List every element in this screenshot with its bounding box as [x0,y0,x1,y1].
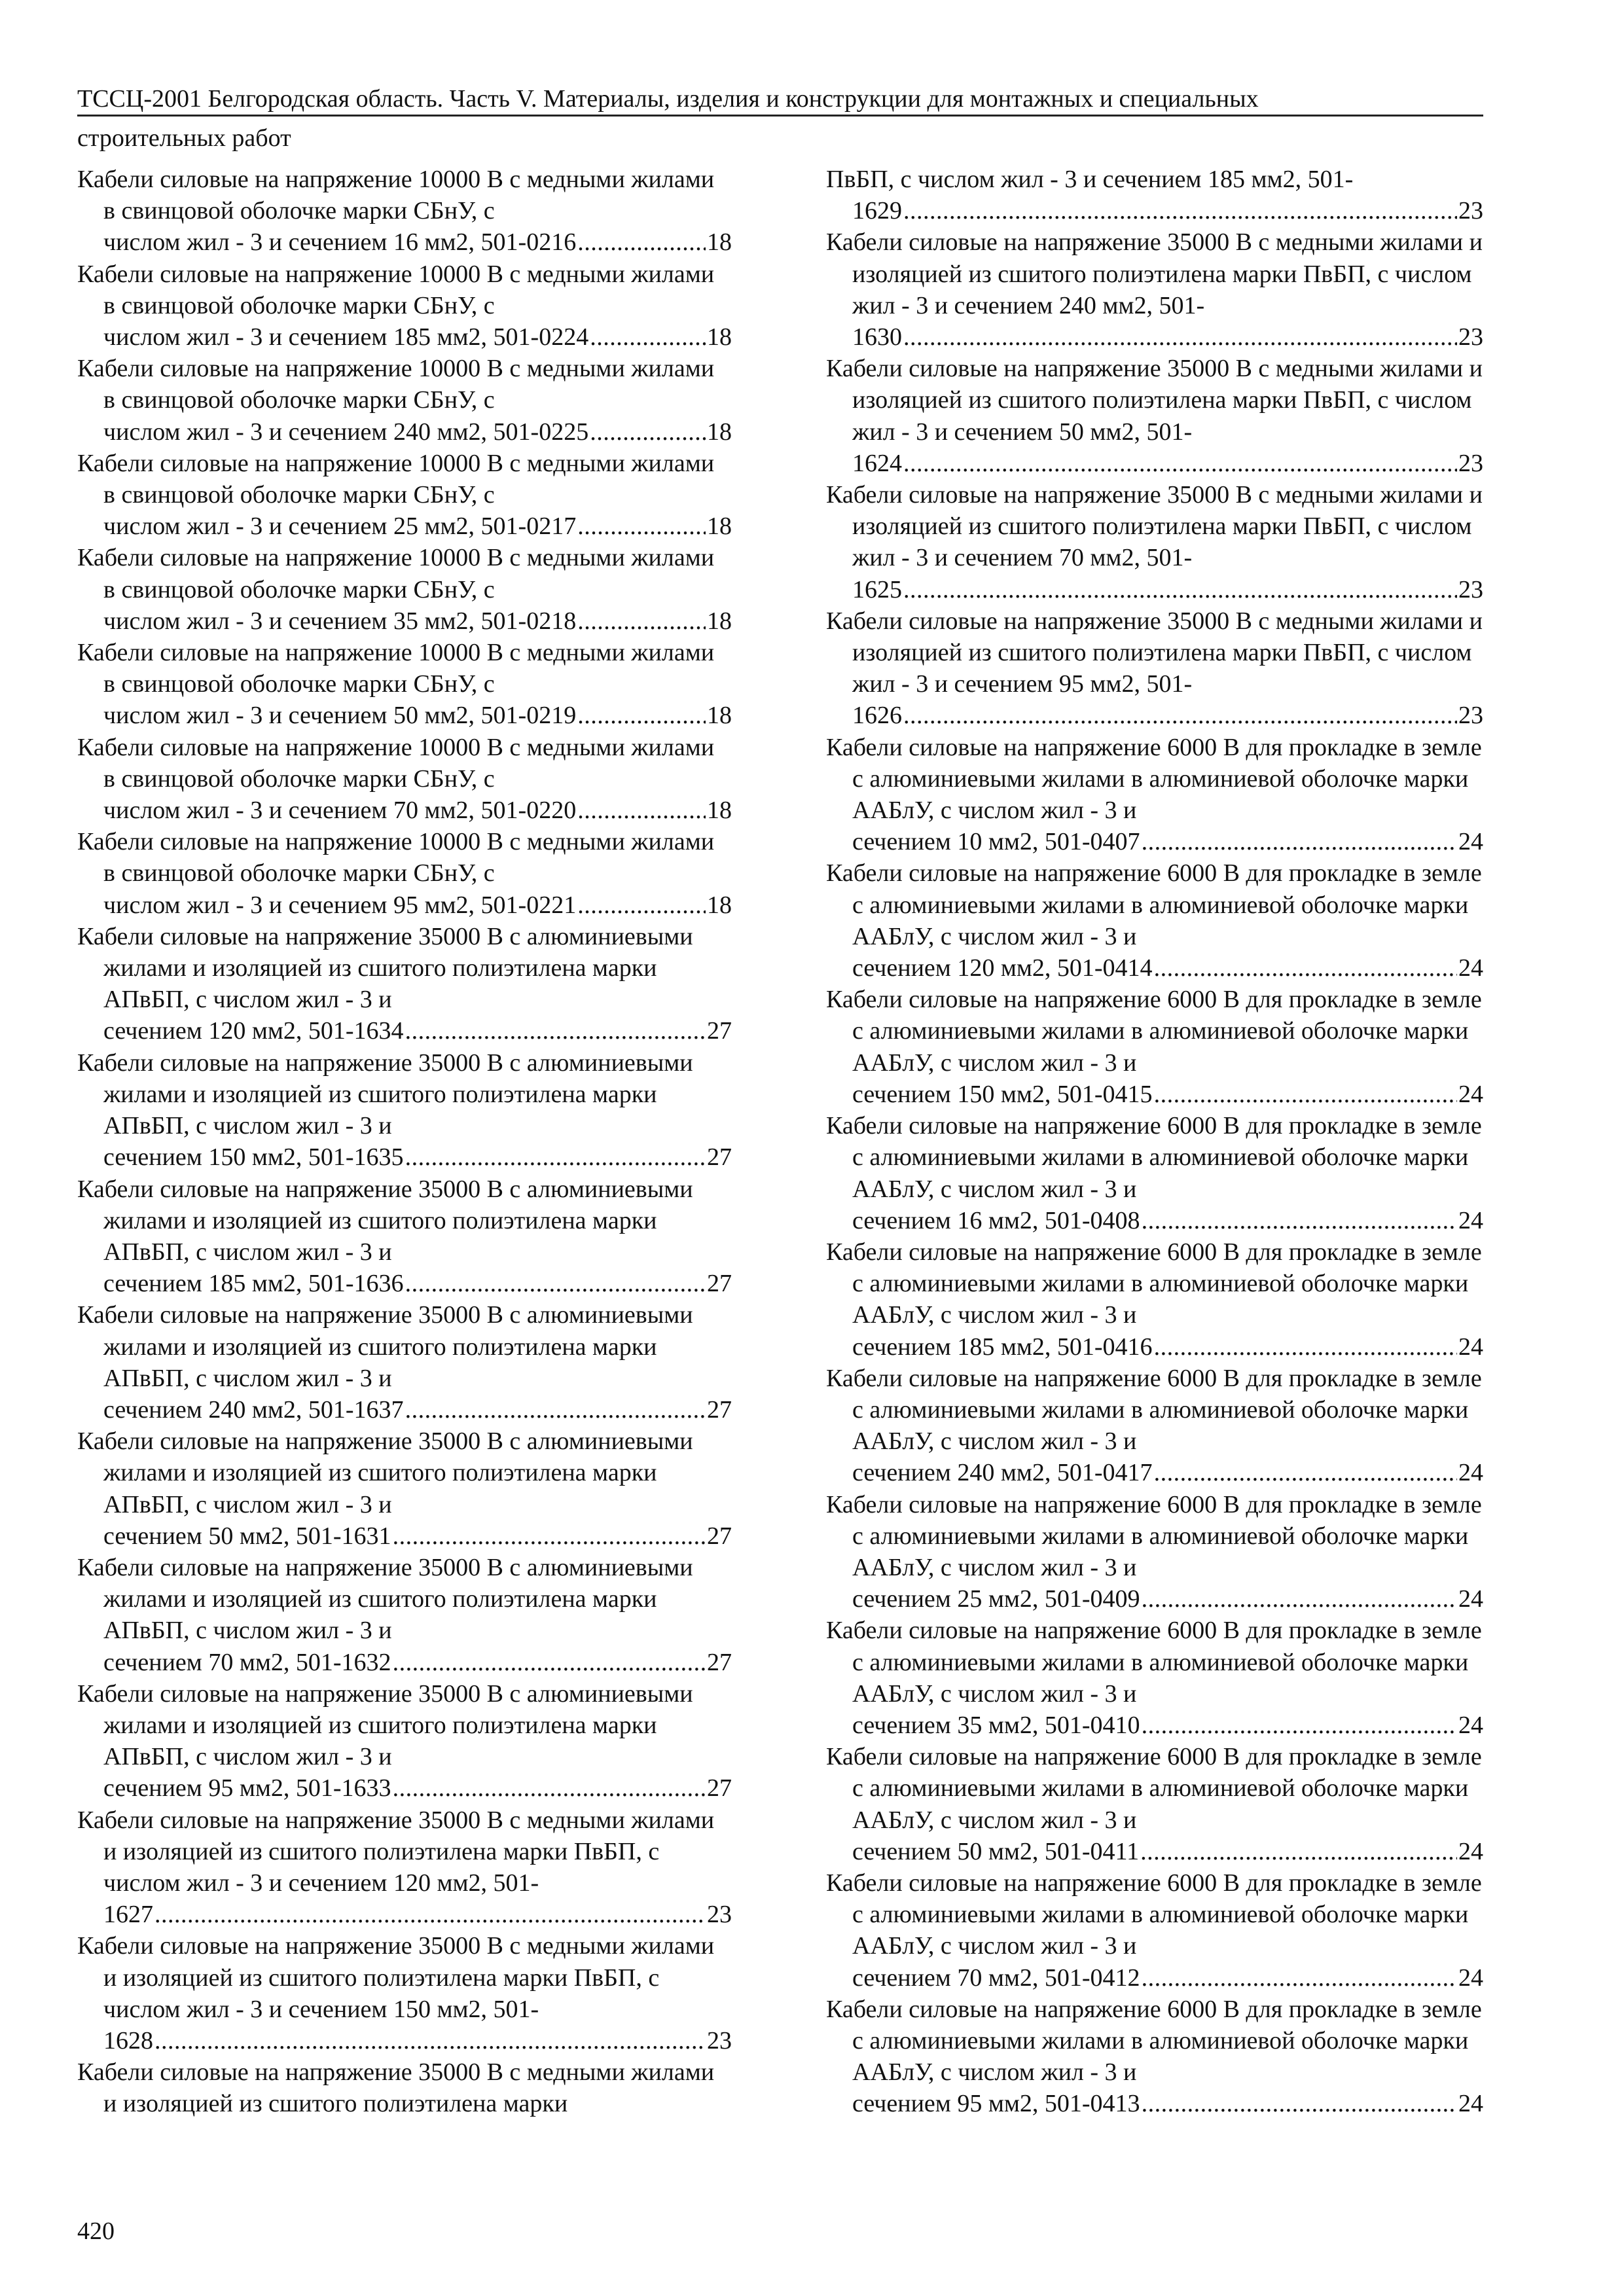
entry-page-number: 24 [1458,1333,1483,1361]
entry-tail: сечением 120 мм2, 501-0414 [852,954,1153,982]
dot-leader [1154,1079,1457,1110]
index-entry-continuation [826,164,1483,226]
entry-page-number: 24 [1458,2090,1483,2118]
entry-tail: сечением 95 мм2, 501-0413 [852,2090,1140,2118]
entry-text: Кабели силовые на напряжение 6000 В для прокладке в земле с алюминиевыми жилами в алюминиевой оболочке марки ААБлУ, с числом жил - 3 и [826,1995,1482,2087]
dot-leader [590,416,706,448]
index-entry [826,1363,1483,1489]
dot-leader [1142,1710,1457,1741]
entry-page-number: 27 [707,1774,732,1803]
dot-leader [1154,952,1457,984]
entry-page-number: 24 [1458,1837,1483,1865]
entry-text: Кабели силовые на напряжение 35000 В с медными жилами и изоляцией из сшитого полиэтилена марки ПвБП, с числом жил - 3 и сечением 150 мм2, 501- [77,1932,715,2023]
entry-page-number: 18 [707,797,732,825]
entry-tail: сечением 25 мм2, 501-0409 [852,1585,1140,1613]
dot-leader [154,1899,706,1930]
entry-tail: сечением 16 мм2, 501-0408 [852,1206,1140,1234]
header-title-line1: ТССЦ-2001 Белгородская область. Часть V. Материалы, изделия и конструкции для монтажных и специальных [77,85,1259,113]
index-entry [826,1994,1483,2120]
index-column-left [77,164,732,2120]
entry-page-number: 23 [1458,323,1483,351]
dot-leader [405,1141,706,1173]
dot-leader [577,226,706,258]
entry-page-number: 18 [707,891,732,919]
entry-tail: сечением 95 мм2, 501-1633 [103,1774,391,1803]
entry-page-number: 27 [707,1143,732,1172]
entry-tail: 1625 [852,575,902,603]
entry-text: Кабели силовые на напряжение 10000 В с медными жилами в свинцовой оболочке марки СБнУ, с [77,260,715,319]
dot-leader [1140,1836,1457,1867]
entry-page-number: 27 [707,1522,732,1550]
entry-page-number: 23 [1458,449,1483,477]
entry-text: Кабели силовые на напряжение 10000 В с медными жилами в свинцовой оболочке марки СБнУ, с [77,544,715,603]
entry-text: Кабели силовые на напряжение 35000 В с медными жилами и изоляцией из сшитого полиэтилена марки ПвБП, с числом жил - 3 и сечением 50 мм2, 501- [826,355,1483,446]
dot-leader [577,889,706,921]
index-entry [77,1678,732,1804]
index-entry [826,1236,1483,1363]
entry-page-number: 23 [1458,575,1483,603]
entry-tail: 1628 [103,2026,153,2054]
header-title-line2: строительных работ [77,124,291,152]
entry-text: Кабели силовые на напряжение 35000 В с медными жилами и изоляцией из сшитого полиэтилена марки [77,2058,715,2118]
entry-tail: числом жил - 3 и сечением 185 мм2, 501-0224 [103,323,589,351]
dot-leader [1142,1962,1457,1994]
index-entry [77,637,732,732]
dot-leader [1142,2088,1457,2119]
index-entry [77,2056,732,2119]
entry-page-number: 27 [707,1395,732,1424]
entry-text: Кабели силовые на напряжение 10000 В с медными жилами в свинцовой оболочке марки СБнУ, с [77,733,715,793]
index-column-right [826,164,1483,2120]
entry-tail: сечением 70 мм2, 501-1632 [103,1648,391,1676]
dot-leader [577,511,706,542]
entry-page-number: 24 [1458,954,1483,982]
entry-tail: сечением 70 мм2, 501-0412 [852,1964,1140,1992]
entry-text: ПвБП, с числом жил - 3 и сечением 185 мм2, 501- [826,166,1354,193]
entry-tail: числом жил - 3 и сечением 25 мм2, 501-0217 [103,512,577,541]
dot-leader [393,1647,706,1678]
entry-text: Кабели силовые на напряжение 10000 В с медными жилами в свинцовой оболочке марки СБнУ, с [77,449,715,509]
entry-tail: числом жил - 3 и сечением 95 мм2, 501-0221 [103,891,577,919]
dot-leader [1142,1583,1457,1615]
running-header [77,83,1483,152]
index-entry [77,732,732,827]
index-entry [826,1110,1483,1236]
entry-tail: сечением 150 мм2, 501-0415 [852,1080,1153,1108]
index-entry [77,164,732,259]
dot-leader [903,700,1457,731]
entry-text: Кабели силовые на напряжение 6000 В для прокладке в земле с алюминиевыми жилами в алюминиевой оболочке марки ААБлУ, с числом жил - 3 и [826,1869,1482,1960]
index-entry [77,921,732,1047]
entry-page-number: 18 [707,512,732,541]
entry-text: Кабели силовые на напряжение 35000 В с алюминиевыми жилами и изоляцией из сшитого полиэтилена марки АПвБП, с числом жил - 3 и [77,1301,693,1392]
index-entry [77,448,732,543]
index-entry [826,1741,1483,1867]
entry-page-number: 24 [1458,1964,1483,1992]
entry-tail: сечением 50 мм2, 501-0411 [852,1837,1140,1865]
index-entry [826,857,1483,984]
index-entry [77,1174,732,1300]
dot-leader [577,795,706,826]
entry-text: Кабели силовые на напряжение 6000 В для прокладке в земле с алюминиевыми жилами в алюминиевой оболочке марки ААБлУ, с числом жил - 3 и [826,1238,1482,1329]
entry-page-number: 27 [707,1270,732,1298]
dot-leader [903,321,1457,353]
index-entry [77,1299,732,1426]
entry-tail: 1626 [852,702,902,730]
index-entry [826,226,1483,353]
entry-text: Кабели силовые на напряжение 10000 В с медными жилами в свинцовой оболочке марки СБнУ, с [77,355,715,414]
dot-leader [405,1015,706,1047]
dot-leader [903,574,1457,605]
index-entry [77,542,732,637]
entry-page-number: 24 [1458,1459,1483,1487]
index-entry [826,353,1483,479]
index-entry [77,1047,732,1174]
dot-leader [1142,826,1457,857]
entry-tail: 1627 [103,1901,153,1929]
dot-leader [1154,1457,1457,1488]
dot-leader [393,1520,706,1552]
index-entry [826,605,1483,732]
entry-text: Кабели силовые на напряжение 35000 В с алюминиевыми жилами и изоляцией из сшитого полиэтилена марки АПвБП, с числом жил - 3 и [77,1553,693,1645]
entry-text: Кабели силовые на напряжение 6000 В для прокладке в земле с алюминиевыми жилами в алюминиевой оболочке марки ААБлУ, с числом жил - 3 и [826,1112,1482,1203]
entry-text: Кабели силовые на напряжение 35000 В с медными жилами и изоляцией из сшитого полиэтилена марки ПвБП, с числом жил - 3 и сечением 95 мм2, 501- [826,607,1483,698]
entry-tail: сечением 185 мм2, 501-1636 [103,1270,404,1298]
entry-page-number: 18 [707,323,732,351]
dot-leader [405,1394,706,1426]
entry-page-number: 18 [707,702,732,730]
entry-text: Кабели силовые на напряжение 35000 В с медными жилами и изоляцией из сшитого полиэтилена марки ПвБП, с числом жил - 3 и сечением 120 мм2, 501- [77,1806,715,1897]
dot-leader [577,700,706,731]
dot-leader [577,605,706,637]
dot-leader [154,2025,706,2056]
entry-page-number: 18 [707,418,732,446]
entry-text: Кабели силовые на напряжение 10000 В с медными жилами в свинцовой оболочке марки СБнУ, с [77,639,715,698]
entry-tail: 1629 [852,197,902,225]
entry-tail: сечением 35 мм2, 501-0410 [852,1711,1140,1739]
entry-text: Кабели силовые на напряжение 10000 В с медными жилами в свинцовой оболочке марки СБнУ, с [77,828,715,888]
entry-tail: числом жил - 3 и сечением 50 мм2, 501-0219 [103,702,577,730]
entry-page-number: 27 [707,1648,732,1676]
entry-text: Кабели силовые на напряжение 35000 В с алюминиевыми жилами и изоляцией из сшитого полиэтилена марки АПвБП, с числом жил - 3 и [77,1427,693,1518]
entry-text: Кабели силовые на напряжение 35000 В с алюминиевыми жилами и изоляцией из сшитого полиэтилена марки АПвБП, с числом жил - 3 и [77,1175,693,1266]
entry-tail: 1630 [852,323,902,351]
entry-text: Кабели силовые на напряжение 35000 В с медными жилами и изоляцией из сшитого полиэтилена марки ПвБП, с числом жил - 3 и сечением 240 мм2, 501- [826,228,1483,319]
entry-tail: сечением 150 мм2, 501-1635 [103,1143,404,1172]
index-entry [826,479,1483,605]
entry-tail: сечением 120 мм2, 501-1634 [103,1017,404,1045]
entry-text: Кабели силовые на напряжение 35000 В с алюминиевыми жилами и изоляцией из сшитого полиэтилена марки АПвБП, с числом жил - 3 и [77,1049,693,1140]
dot-leader [1142,1205,1457,1236]
index-entry [826,732,1483,858]
entry-text: Кабели силовые на напряжение 6000 В для прокладке в земле с алюминиевыми жилами в алюминиевой оболочке марки ААБлУ, с числом жил - 3 и [826,859,1482,950]
entry-page-number: 18 [707,228,732,257]
entry-text: Кабели силовые на напряжение 10000 В с медными жилами в свинцовой оболочке марки СБнУ, с [77,166,715,225]
entry-page-number: 24 [1458,828,1483,856]
page-number: 420 [77,2217,115,2245]
entry-page-number: 24 [1458,1080,1483,1108]
entry-tail: сечением 10 мм2, 501-0407 [852,828,1140,856]
entry-tail: числом жил - 3 и сечением 70 мм2, 501-0220 [103,797,577,825]
index-entry [77,1552,732,1678]
entry-tail: сечением 240 мм2, 501-0417 [852,1459,1153,1487]
entry-text: Кабели силовые на напряжение 6000 В для прокладке в земле с алюминиевыми жилами в алюминиевой оболочке марки ААБлУ, с числом жил - 3 и [826,1490,1482,1581]
entry-tail: числом жил - 3 и сечением 16 мм2, 501-0216 [103,228,577,257]
entry-text: Кабели силовые на напряжение 6000 В для прокладке в земле с алюминиевыми жилами в алюминиевой оболочке марки ААБлУ, с числом жил - 3 и [826,1743,1482,1834]
entry-page-number: 27 [707,1017,732,1045]
entry-text: Кабели силовые на напряжение 35000 В с алюминиевыми жилами и изоляцией из сшитого полиэтилена марки АПвБП, с числом жил - 3 и [77,922,693,1014]
index-entry [826,1867,1483,1994]
entry-page-number: 24 [1458,1585,1483,1613]
entry-text: Кабели силовые на напряжение 6000 В для прокладке в земле с алюминиевыми жилами в алюминиевой оболочке марки ААБлУ, с числом жил - 3 и [826,1364,1482,1456]
entry-text: Кабели силовые на напряжение 6000 В для прокладке в земле с алюминиевыми жилами в алюминиевой оболочке марки ААБлУ, с числом жил - 3 и [826,733,1482,825]
entry-text: Кабели силовые на напряжение 6000 В для прокладке в земле с алюминиевыми жилами в алюминиевой оболочке марки ААБлУ, с числом жил - 3 и [826,986,1482,1077]
entry-tail: числом жил - 3 и сечением 35 мм2, 501-0218 [103,607,577,635]
entry-text: Кабели силовые на напряжение 35000 В с медными жилами и изоляцией из сшитого полиэтилена марки ПвБП, с числом жил - 3 и сечением 70 мм2, 501- [826,481,1483,572]
entry-page-number: 23 [1458,702,1483,730]
index-entry [77,1804,732,1931]
index-entry [77,353,732,448]
entry-tail: сечением 185 мм2, 501-0416 [852,1333,1153,1361]
index-entry [77,259,732,353]
entry-page-number: 24 [1458,1206,1483,1234]
entry-page-number: 23 [1458,197,1483,225]
index-entry [77,1930,732,2056]
index-entry [826,1489,1483,1615]
index-entry [826,1615,1483,1741]
entry-tail: 1624 [852,449,902,477]
entry-page-number: 24 [1458,1711,1483,1739]
entry-tail: сечением 50 мм2, 501-1631 [103,1522,391,1550]
entry-page-number: 18 [707,607,732,635]
entry-tail: числом жил - 3 и сечением 240 мм2, 501-0225 [103,418,589,446]
dot-leader [903,195,1457,226]
dot-leader [903,448,1457,479]
index-entry [77,826,732,921]
dot-leader [1154,1331,1457,1363]
entry-page-number: 23 [707,1901,732,1929]
dot-leader [405,1268,706,1299]
index-entry [77,1426,732,1552]
index-entry [826,984,1483,1110]
entry-text: Кабели силовые на напряжение 6000 В для прокладке в земле с алюминиевыми жилами в алюминиевой оболочке марки ААБлУ, с числом жил - 3 и [826,1617,1482,1708]
entry-tail: сечением 240 мм2, 501-1637 [103,1395,404,1424]
dot-leader [393,1772,706,1804]
entry-text: Кабели силовые на напряжение 35000 В с алюминиевыми жилами и изоляцией из сшитого полиэтилена марки АПвБП, с числом жил - 3 и [77,1679,693,1771]
entry-page-number: 23 [707,2026,732,2054]
dot-leader [590,321,706,353]
